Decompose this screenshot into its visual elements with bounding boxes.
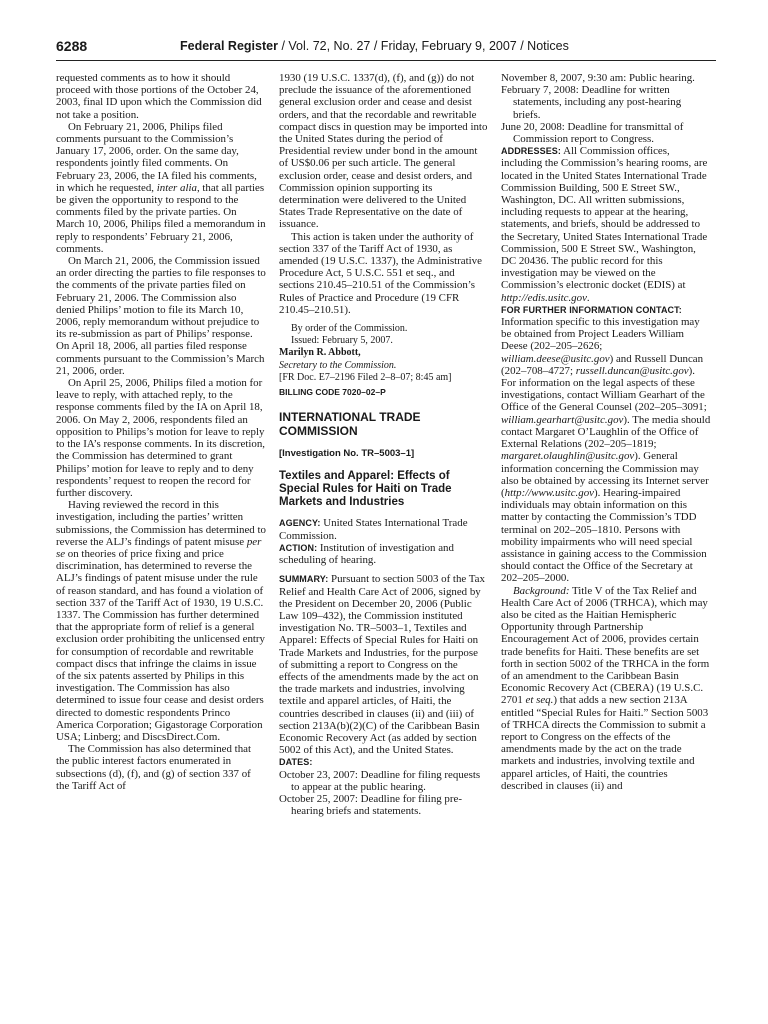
order-line: By order of the Commission.: [291, 323, 408, 335]
further-info-label: FOR FURTHER INFORMATION CONTACT:: [501, 304, 682, 315]
investigation-number: [Investigation No. TR–5003–1]: [279, 448, 415, 460]
action-block: ACTION: Institution of investigation and scheduling of hearing.: [279, 541, 454, 567]
usitc-link[interactable]: http://www.usitc.gov: [504, 486, 594, 499]
paragraph: This action is taken under the authority of section 337 of the Tariff Act of 1930, as amended (19 U.S.C. 1337), the Administrative Procedure Act, 5 U.S.C. 551 et seq., and sections 210.45–210.51 of the Commission’s Rules of Practice and Procedure (19 CFR 210.45–210.51).: [279, 230, 482, 316]
edis-link[interactable]: http://edis.usitc.gov: [501, 291, 587, 304]
paragraph: On February 21, 2006, Philips filed comments pursuant to the Commission’s January 17, 2006, order. On the same day, respondents jointly filed comments. On February 23, 2006, the IA filed his comments, in which he requested, inter alia, that all parties be given the opportunity to respond to the comments filed by the private parties. On March 10, 2006, Philips filed a memorandum in reply to respondents’ February 21, 2006, comments.: [56, 120, 266, 255]
document-title: Textiles and Apparel: Effects of Special Rules for Haiti on Trade Markets and Industries: [279, 470, 452, 509]
agency-heading: INTERNATIONAL TRADE COMMISSION: [279, 410, 421, 439]
email-link[interactable]: russell.duncan@usitc.gov: [575, 364, 689, 377]
email-link[interactable]: margaret.olaughlin@usitc.gov: [501, 450, 635, 463]
date-item: February 7, 2008: Deadline for written statements, including any post-hearing briefs.: [501, 84, 682, 121]
further-info-block: Information specific to this investigation may be obtained from Project Leaders William Deese (202–205–2626; william.deese@usitc.gov) and Russell Duncan (202–708–4727; russell.duncan@usitc.gov). For information on the legal aspects of these investigations, contact William Gearhart of the Office of the General Counsel (202–205–3091; william.gearhart@usitc.gov). The media should contact Margaret O’Laughlin of the Office of External Relations (202–205–1819; margaret.olaughlin@usitc.gov). General information concerning the Commission may also be obtained by accessing its Internet server (http://www.usitc.gov). Hearing-impaired individuals may obtain information on this matter by contacting the Commission’s TDD terminal on 202–205–1810. Persons with mobility impairments who will need special assistance in gaining access to the Commission should contact the Office of the Secretary at 202–205–2000.: [501, 316, 711, 585]
dates-label: DATES:: [279, 757, 313, 768]
signer-title: Secretary to the Commission.: [279, 359, 397, 371]
page-header: [0, 0, 768, 60]
paragraph: Having reviewed the record in this investigation, including the parties’ written submissions, the Commission has determined to reverse the ALJ’s findings of patent misuse per se on theories of price fixing and price discrimination, has determined to reverse the ALJ’s findings of patent misuse under the rule of reason standard, and has found a violation of section 337 of the Tariff Act of 1930, 19 U.S.C. 1337. The Commission has further determined that the appropriate form of relief is a general exclusion order prohibiting the unlicensed entry for consumption of recordable and rewritable compact discs that infringe the claims in issue of the six patents asserted by Philips in this investigation. The Commission has also determined to issue four cease and desist orders directed to domestic respondents Princo America Corporation; Gigastorage Corporation USA; Linberg; and DiscsDirect.Com.: [56, 499, 266, 743]
background-block: Background: Title V of the Tax Relief and Health Care Act of 2006 (TRHCA), which may also be cited as the Haitian Hemispheric Opportunity through Partnership Encouragement Act of 2006, provides certain trade benefits for Haiti. These benefits are set forth in section 5002 of the TRHCA in the form of an amendment to the Caribbean Basin Economic Recovery Act (CBERA) (19 U.S.C. 2701 et seq.) that adds a new section 213A entitled “Special Rules for Haiti.” Section 5003 of TRHCA directs the Commission to submit a report to Congress on the effects of the amendments made by the act on the trade markets and industries, involving textile and apparel articles, of Haiti, the countries described in clauses (ii) and: [501, 584, 710, 792]
paragraph: requested comments as to how it should proceed with those portions of the October 24, 2003, final ID upon which the Commission did not take a position.: [56, 72, 262, 121]
paragraph: The Commission has also determined that the public interest factors enumerated in subsections (d), (f), and (g) of section 337 of the Tariff Act of: [56, 743, 251, 792]
email-link[interactable]: william.deese@usitc.gov: [501, 352, 610, 365]
running-head: [180, 39, 569, 53]
signer-name: Marilyn R. Abbott,: [279, 347, 361, 359]
header-rule: [56, 60, 716, 61]
date-item: October 25, 2007: Deadline for filing pre-hearing briefs and statements.: [279, 792, 462, 818]
journal-name: Federal Register: [180, 39, 278, 53]
page-number: 6288: [56, 38, 88, 54]
paragraph: On April 25, 2006, Philips filed a motion for leave to reply, with attached reply, to the response comments filed by the IA on April 18, 2006. On May 2, 2006, respondents filed an opposition to Philips’s motion for leave to reply to the IA’s response comments. In its discretion, the Commission has determined to grant Philips’ motion for leave to reply and to deny respondents’ request to reopen the record for further discovery.: [56, 377, 266, 499]
email-link[interactable]: william.gearhart@usitc.gov: [501, 413, 624, 426]
column-3: [501, 72, 711, 1020]
date-item: June 20, 2008: Deadline for transmittal of Commission report to Congress.: [501, 120, 684, 146]
issue-info: / Vol. 72, No. 27 / Friday, February 9, 2007 / Notices: [277, 39, 569, 53]
paragraph: On March 21, 2006, the Commission issued an order directing the parties to file responses to the comments of the private parties filed on February 21, 2006. The Commission also denied Philips’ motion to file its March 10, 2006, reply memorandum without prejudice to its re-submission as part of Philips’ response. On April 18, 2006, all parties filed response comments pursuant to the Commission’s March 21, 2006, order.: [56, 255, 266, 377]
paragraph: 1930 (19 U.S.C. 1337(d), (f), and (g)) do not preclude the issuance of the aforementioned general exclusion order and cease and desist orders, and that the recordable and rewritable compact discs in question may be imported into the United States during the period of Presidential review under bond in the amount of US$0.06 per such article. The general exclusion order, cease and desist orders, and Commission opinion supporting its determination were delivered to the United States Trade Representative on the date of issuance.: [279, 72, 488, 231]
addresses-block: ADDRESSES: All Commission offices, including the Commission’s hearing rooms, are located in the United States International Trade Commission Building, 500 E Street SW., Washington, DC. All written submissions, including requests to appear at the hearing, statements, and briefs, should be addressed to the Secretary, United States International Trade Commission, 500 E Street SW., Washington, DC 20436. The public record for this investigation may be viewed on the Commission’s electronic docket (EDIS) at http://edis.usitc.gov.: [501, 145, 708, 304]
date-item: October 23, 2007: Deadline for filing requests to appear at the public hearing.: [279, 768, 481, 793]
fr-doc-line: [FR Doc. E7–2196 Filed 2–8–07; 8:45 am]: [279, 371, 452, 383]
billing-code: BILLING CODE 7020–02–P: [279, 387, 386, 398]
column-1: [56, 72, 266, 1020]
summary-block: SUMMARY: Pursuant to section 5003 of the Tax Relief and Health Care Act of 2006, signed by the President on December 20, 2006 (Public Law 109–432), the Commission instituted investigation No. TR–5003–1, Textiles and Apparel: Effects of Special Rules for Haiti on Trade Markets and Industries, for the purpose of submitting a report to Congress on the effects of the amendments made by the act on the trade markets and industries, involving textile and apparel articles, of Haiti, the countries described in clauses (ii) and (iii) of section 213A(b)(2)(C) of the Caribbean Basin Economic Recovery Act (as added by section 5002 of this Act), and the United States.: [279, 573, 485, 757]
agency-block: AGENCY: United States International Trade Commission.: [279, 517, 468, 542]
issued-date: Issued: February 5, 2007.: [291, 335, 393, 347]
column-2: [279, 72, 489, 1020]
date-item: November 8, 2007, 9:30 am: Public hearing.: [501, 72, 695, 84]
